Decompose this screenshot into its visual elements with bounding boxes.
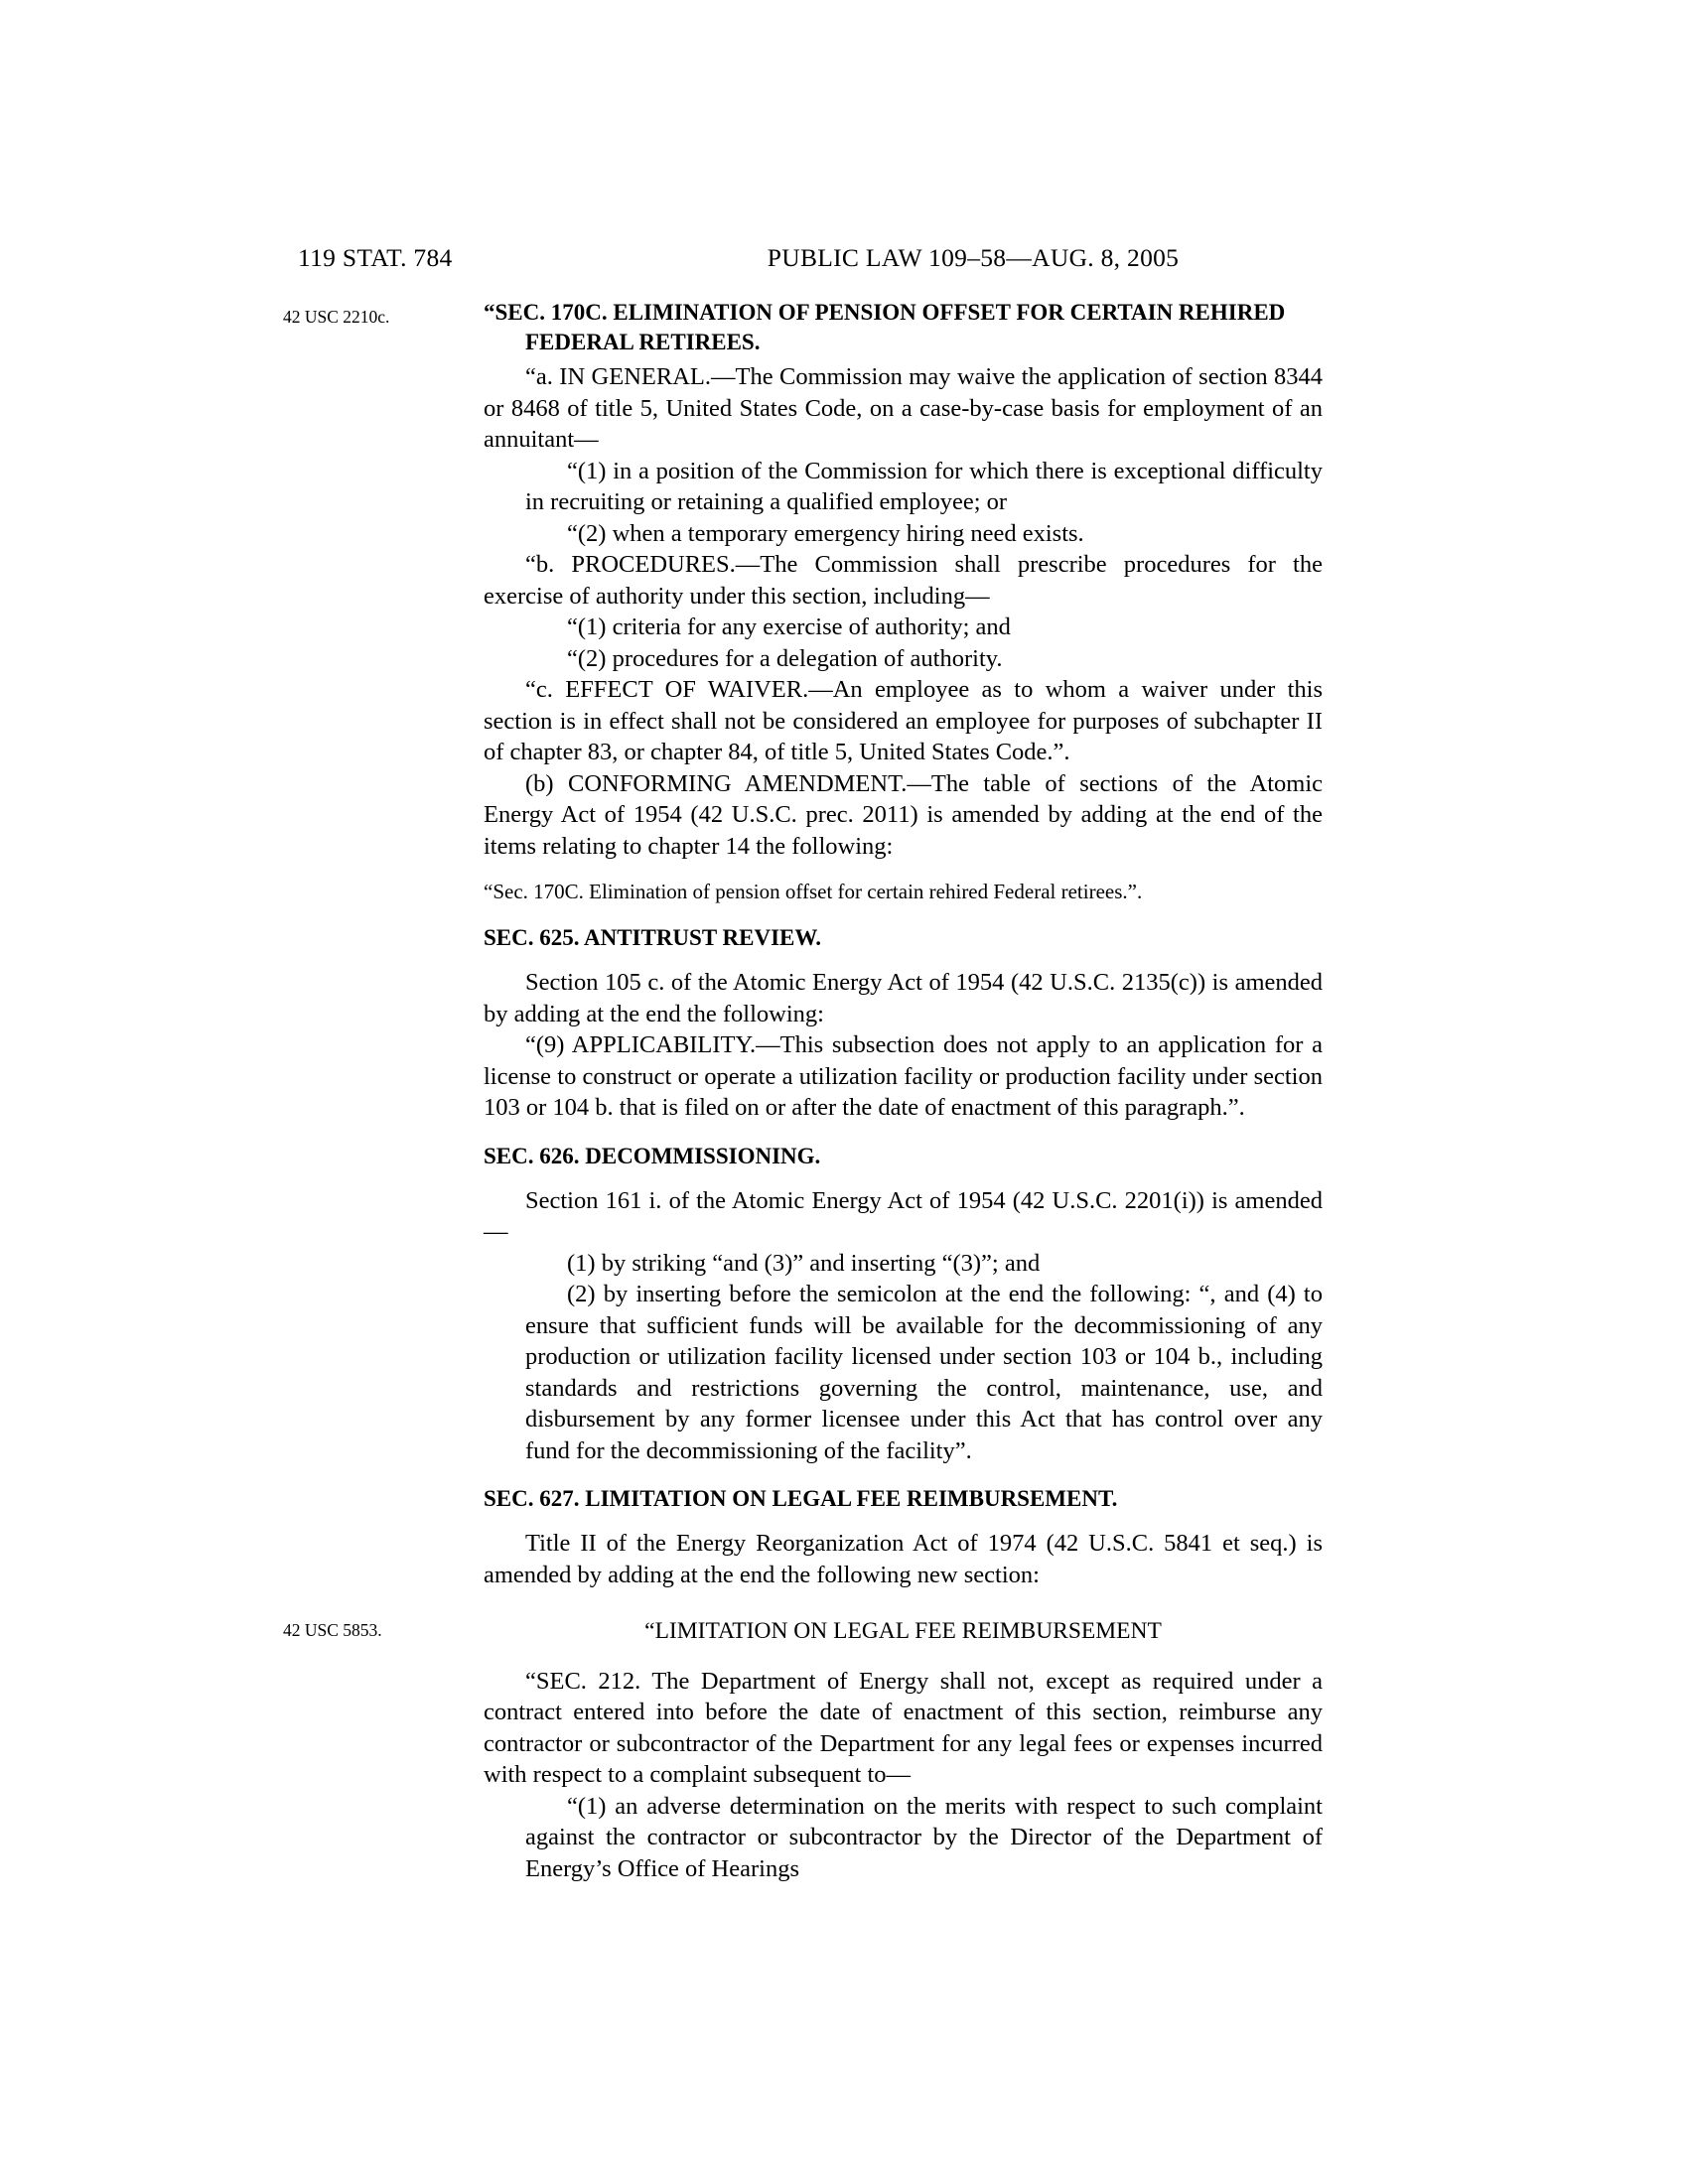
paragraph-a-1: “(1) in a position of the Commission for which there is exceptional difficulty in recruiting or retaining a qualified employee; or [525,457,1323,515]
sidenote-usc-2210c: 42 USC 2210c. [283,307,390,327]
sidenote-usc-5853: 42 USC 5853. [283,1620,382,1640]
paragraph-a-2: “(2) when a temporary emergency hiring need exists. [567,519,1084,547]
heading-sec-625: SEC. 625. ANTITRUST REVIEW. [484,925,822,950]
sec-212-paragraph-1: “SEC. 212. The Department of Energy shall not, except as required under a contract entered into before the date of enactment of this section, reimburse any contractor or subcontractor of the Department for any legal fees or expenses incurred with respect to a complaint subsequent to— [484,1667,1323,1788]
sec-625-paragraph-9: “(9) APPLICABILITY.—This subsection does not apply to an application for a license to construct or operate a utilization facility or production facility under section 103 or 104 b. that is filed on or after the date of enactment of this paragraph.”. [484,1031,1323,1121]
heading-sec-626: SEC. 626. DECOMMISSIONING. [484,1143,821,1168]
heading-sec-627: SEC. 627. LIMITATION ON LEGAL FEE REIMBURSEMENT. [484,1486,1118,1511]
heading-sec-170c-line1: “SEC. 170C. ELIMINATION OF PENSION OFFSET FOR CERTAIN REHIRED [484,300,1286,325]
sec-627-paragraph-1: Title II of the Energy Reorganization Act of 1974 (42 U.S.C. 5841 et seq.) is amended by adding at the end the following new section: [484,1530,1323,1588]
sec-626-item-1: (1) by striking “and (3)” and inserting “(3)”; and [567,1249,1041,1277]
paragraph-b-2: “(2) procedures for a delegation of authority. [567,644,1003,672]
centered-heading-limitation-on-legal-fee-reimbursement: “LIMITATION ON LEGAL FEE REIMBURSEMENT [644,1618,1162,1644]
quoted-table-of-sections-entry: “Sec. 170C. Elimination of pension offset for certain rehired Federal retirees.”. [484,880,1143,903]
paragraph-b-procedures: “b. PROCEDURES.—The Commission shall prescribe procedures for the exercise of authority under this section, including— [484,551,1323,610]
sec-626-paragraph-1: Section 161 i. of the Atomic Energy Act of 1954 (42 U.S.C. 2201(i)) is amended— [484,1186,1323,1245]
sec-626-item-2: (2) by inserting before the semicolon at the end the following: “, and (4) to ensure that sufficient funds will be available for the decommissioning of any production or utilization facility licensed under section 103 or 104 b., including standards and restrictions governing the control, maintenance, use, and disbursement by any former licensee under this Act that has control over any fund for the decommissioning of the facility”. [525,1281,1323,1464]
heading-sec-170c [484,298,1323,357]
statute-page-number: 119 STAT. 784 [298,243,453,272]
paragraph-b-1: “(1) criteria for any exercise of authority; and [567,614,1011,640]
heading-sec-170c-line2: FEDERAL RETIREES. [525,330,761,354]
paragraph-c-effect-of-waiver: “c. EFFECT OF WAIVER.—An employee as to whom a waiver under this section is in effect shall not be considered an employee for purposes of subchapter II of chapter 83, or chapter 84, of title 5, United States Code.”. [484,676,1323,765]
paragraph-a-in-general: “a. IN GENERAL.—The Commission may waive the application of section 8344 or 8468 of title 5, United States Code, on a case-by-case basis for employment of an annuitant— [484,363,1323,453]
public-law-citation: PUBLIC LAW 109–58—AUG. 8, 2005 [767,243,1180,272]
sec-625-paragraph-1: Section 105 c. of the Atomic Energy Act of 1954 (42 U.S.C. 2135(c)) is amended by adding at the end the following: [484,969,1323,1027]
main-text-column [484,298,1323,1884]
sec-212-item-1: “(1) an adverse determination on the merits with respect to such complaint against the contractor or subcontractor by the Director of the Department of Energy’s Office of Hearings [525,1792,1323,1882]
paragraph-b-conforming-amendment: (b) CONFORMING AMENDMENT.—The table of sections of the Atomic Energy Act of 1954 (42 U.S.C. prec. 2011) is amended by adding at the end of the items relating to chapter 14 the following: [484,769,1323,860]
